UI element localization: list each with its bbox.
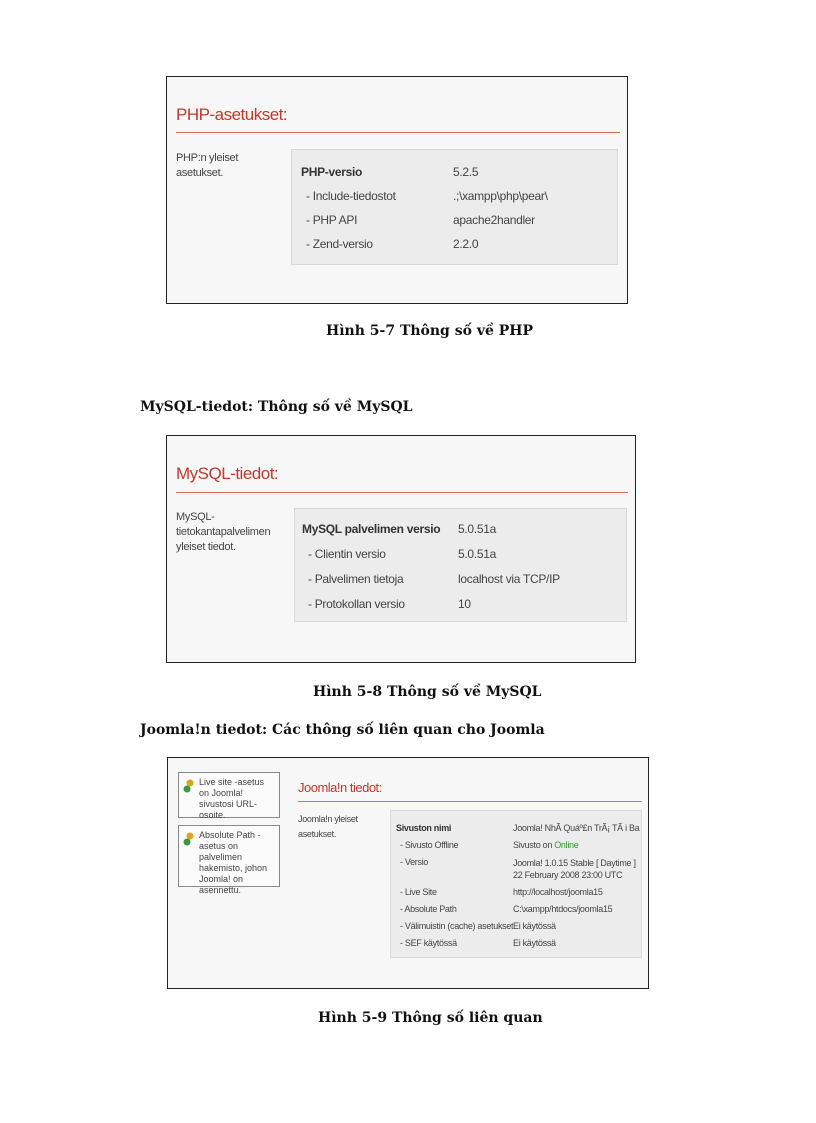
figure-caption: Hình 5-7 Thông số về PHP bbox=[326, 323, 534, 339]
tip-icon bbox=[183, 779, 195, 793]
table-row-value: Ei käytössä bbox=[513, 938, 556, 948]
table-row-label: - Protokollan versio bbox=[308, 597, 405, 611]
table-row-value: 5.0.51a bbox=[458, 522, 496, 536]
table-row-value: localhost via TCP/IP bbox=[458, 572, 560, 586]
php-settings-table bbox=[291, 149, 618, 265]
table-row-label: - Zend-versio bbox=[306, 237, 373, 251]
table-row-label: MySQL palvelimen versio bbox=[302, 522, 441, 536]
table-row-value: 5.0.51a bbox=[458, 547, 496, 561]
joomla-info-title: Joomla!n tiedot: bbox=[298, 780, 382, 795]
php-settings-title: PHP-asetukset: bbox=[176, 105, 288, 124]
joomla-info-table bbox=[390, 810, 642, 958]
title-divider bbox=[176, 492, 628, 493]
mysql-info-screenshot bbox=[166, 435, 636, 663]
figure-caption: Hình 5-8 Thông số về MySQL bbox=[313, 684, 542, 700]
table-row-label: Sivuston nimi bbox=[396, 823, 452, 833]
tooltip-text: Live site -asetus on Joomla! sivustosi URL-osoite. bbox=[199, 777, 265, 820]
table-row-value: apache2handler bbox=[453, 213, 535, 227]
table-row-label: - SEF käytössä bbox=[400, 938, 457, 948]
title-divider bbox=[176, 132, 620, 133]
table-row-label: PHP-versio bbox=[301, 165, 363, 179]
status-online: Online bbox=[554, 840, 579, 850]
table-row-value: 2.2.0 bbox=[453, 237, 479, 251]
table-row-label: - Clientin versio bbox=[308, 547, 386, 561]
status-prefix: Sivusto on bbox=[513, 840, 555, 850]
php-settings-description: PHP:n yleiset asetukset. bbox=[176, 152, 239, 179]
tooltip-text: Absolute Path -asetus on palvelimen hakemisto, johon Joomla! on asennettu. bbox=[199, 830, 268, 895]
mysql-info-title: MySQL-tiedot: bbox=[176, 464, 279, 483]
table-row-label: - PHP API bbox=[306, 213, 358, 227]
table-row-value: 5.2.5 bbox=[453, 165, 479, 179]
joomla-info-description: Joomla!n yleiset asetukset. bbox=[298, 814, 358, 839]
table-row-value: Joomla! 1.0.15 Stable [ Daytime ] 22 February 2008 23:00 UTC bbox=[513, 858, 636, 880]
joomla-paragraph: Joomla!n tiedot: Các thông số liên quan cho Joomla bbox=[140, 722, 545, 738]
mysql-info-description: MySQL-tietokantapalvelimen yleiset tiedot. bbox=[176, 511, 271, 553]
table-row-label: - Live Site bbox=[400, 887, 437, 897]
table-row-label: - Versio bbox=[400, 857, 429, 867]
mysql-info-table bbox=[294, 508, 627, 622]
table-row-label: - Palvelimen tietoja bbox=[308, 572, 404, 586]
table-row-value: Ei käytössä bbox=[513, 921, 556, 931]
php-settings-screenshot bbox=[166, 76, 628, 304]
table-row-label: - Include-tiedostot bbox=[306, 189, 396, 203]
table-row-value: C:\xampp/htdocs/joomla15 bbox=[513, 904, 613, 914]
table-row-value: .;\xampp\php\pear\ bbox=[453, 189, 548, 203]
table-row-value: 10 bbox=[458, 597, 471, 611]
table-row-value bbox=[513, 840, 578, 850]
figure-caption: Hình 5-9 Thông số liên quan bbox=[318, 1010, 543, 1026]
tip-icon bbox=[183, 832, 195, 846]
table-row-label: - Sivusto Offline bbox=[400, 840, 459, 850]
title-divider bbox=[298, 801, 642, 802]
table-row-label: - Absolute Path bbox=[400, 904, 457, 914]
table-row-value: http://localhost/joomla15 bbox=[513, 887, 603, 897]
mysql-paragraph: MySQL-tiedot: Thông số về MySQL bbox=[140, 399, 413, 415]
absolute-path-tooltip bbox=[178, 825, 280, 895]
table-row-value: Joomla! NhÃ Quáº£n TrÃ¡ TÃ i Ba bbox=[513, 823, 640, 833]
table-row-label: - Välimuistin (cache) asetukset bbox=[400, 921, 514, 931]
joomla-info-screenshot bbox=[167, 757, 649, 989]
live-site-tooltip bbox=[178, 772, 280, 818]
